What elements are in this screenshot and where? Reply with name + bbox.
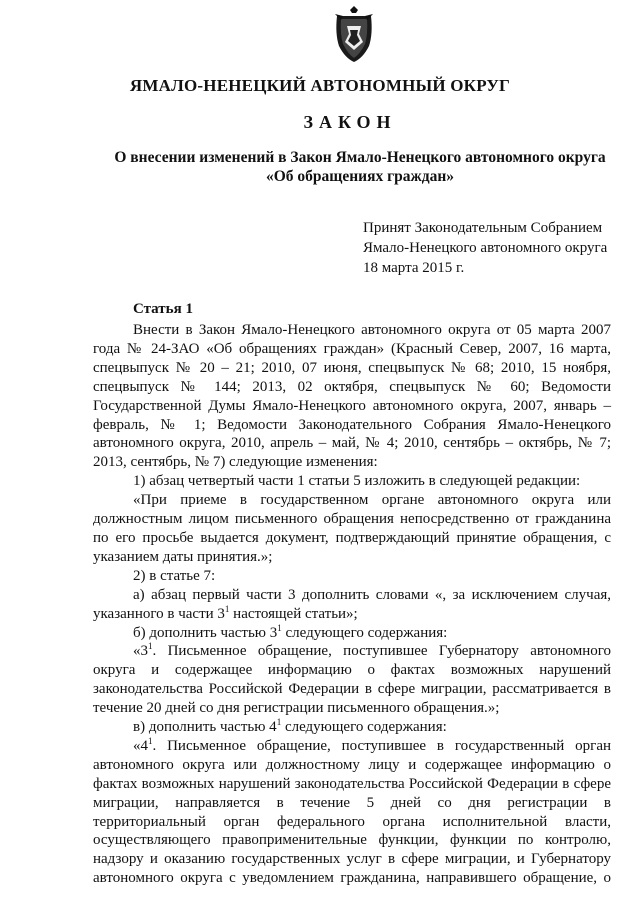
- part-3-1-number: «3: [133, 643, 148, 660]
- region-name: ЯМАЛО-НЕНЕЦКИЙ АВТОНОМНЫЙ ОКРУГ: [129, 76, 511, 95]
- superscript: 1: [148, 735, 153, 746]
- document-type: ЗАКОН: [303, 112, 397, 132]
- law-title-line-2: «Об обращениях граждан»: [265, 168, 455, 185]
- amendment-item-1: 1) абзац четвертый части 1 статьи 5 изложить в следующей редакции:: [133, 473, 581, 490]
- superscript: 1: [277, 622, 282, 633]
- amendment-item-2b: [93, 624, 611, 643]
- superscript: 1: [148, 641, 153, 652]
- item-2a-tail: настоящей статьи»;: [233, 605, 358, 622]
- article-intro: Внести в Закон Ямало-Ненецкого автономного округа от 05 марта 2007 года № 24-ЗАО «Об обращениях граждан» (Красный Север, 2007, 16 марта, спецвыпуск № 20 – 21; 2010, 07 июня, спецвыпуск № 68; 2010, 15 ноября, спецвыпуск № 144; 2013, 02 октября, спецвыпуск № 60; Ведомости Государственной Думы Ямало-Ненецкого автономного округа, 2007, январь – февраль, № 1; Ведомости Законодательного Собрания Ямало-Ненецкого автономного округа, 2010, апрель – май, № 4; 2010, сентябрь – октябрь, № 7; 2013, сентябрь, № 7) следующие изменения:: [93, 322, 611, 471]
- item-2c-text: в) дополнить частью 4: [133, 719, 277, 736]
- amendment-item-2c-text: [93, 737, 611, 888]
- part-4-1-text: . Письменное обращение, поступившее в государственный орган автономного округа или должностному лицу и содержащее информацию о фактах возможных нарушений законодательства Российской Федерации в сфере миграции, направляется в течение 5 дней со дня регистрации в территориальный орган федерального органа исполнительной власти, осуществляющего правоприменительные функции, функции по контролю, надзору и оказанию государственных услуг в сфере миграции, и Губернатору автономного округа с уведомлением гражданина, направившего обращение, о: [93, 737, 611, 887]
- superscript: 1: [276, 717, 282, 728]
- adoption-date: 18 марта 2015 г.: [363, 260, 465, 276]
- part-4-1-number: «4: [133, 737, 148, 754]
- adoption-line-1: Принят Законодательным Собранием: [363, 220, 603, 236]
- part-3-1-text: . Письменное обращение, поступившее Губернатору автономного округа и содержащее информацию о фактах возможных нарушений законодательства Российской Федерации в сфере миграции, рассматривается в течение 20 дней со дня регистрации письменного обращения.»;: [93, 643, 611, 717]
- coat-of-arms-icon: [333, 4, 375, 64]
- law-title: [110, 148, 610, 186]
- item-2b-text: б) дополнить частью 3: [133, 624, 278, 641]
- article-body: [93, 321, 611, 888]
- adoption-line-2: Ямало-Ненецкого автономного округа: [363, 240, 608, 256]
- amendment-item-2a: [93, 586, 611, 624]
- amendment-item-2b-text: [93, 642, 611, 718]
- article-heading: Статья 1: [133, 301, 193, 317]
- item-2b-tail: следующего содержания:: [285, 624, 448, 641]
- law-title-line-1: О внесении изменений в Закон Ямало-Ненецкого автономного округа: [114, 149, 606, 166]
- amendment-item-1-text: «При приеме в государственном органе автономного округа или должностным лицом письменного обращения непосредственно от гражданина по его просьбе выдается документ, подтверждающий принятие обращения, с указанием даты принятия.»;: [93, 492, 611, 565]
- amendment-item-2: 2) в статье 7:: [133, 567, 216, 584]
- amendment-item-2c: [93, 718, 611, 737]
- superscript: 1: [224, 603, 230, 614]
- item-2c-tail: следующего содержания:: [284, 719, 447, 736]
- adoption-note: [363, 218, 607, 278]
- item-2a-text: а) абзац первый части 3 дополнить словами «, за исключением случая, указанного в части 3: [93, 586, 611, 622]
